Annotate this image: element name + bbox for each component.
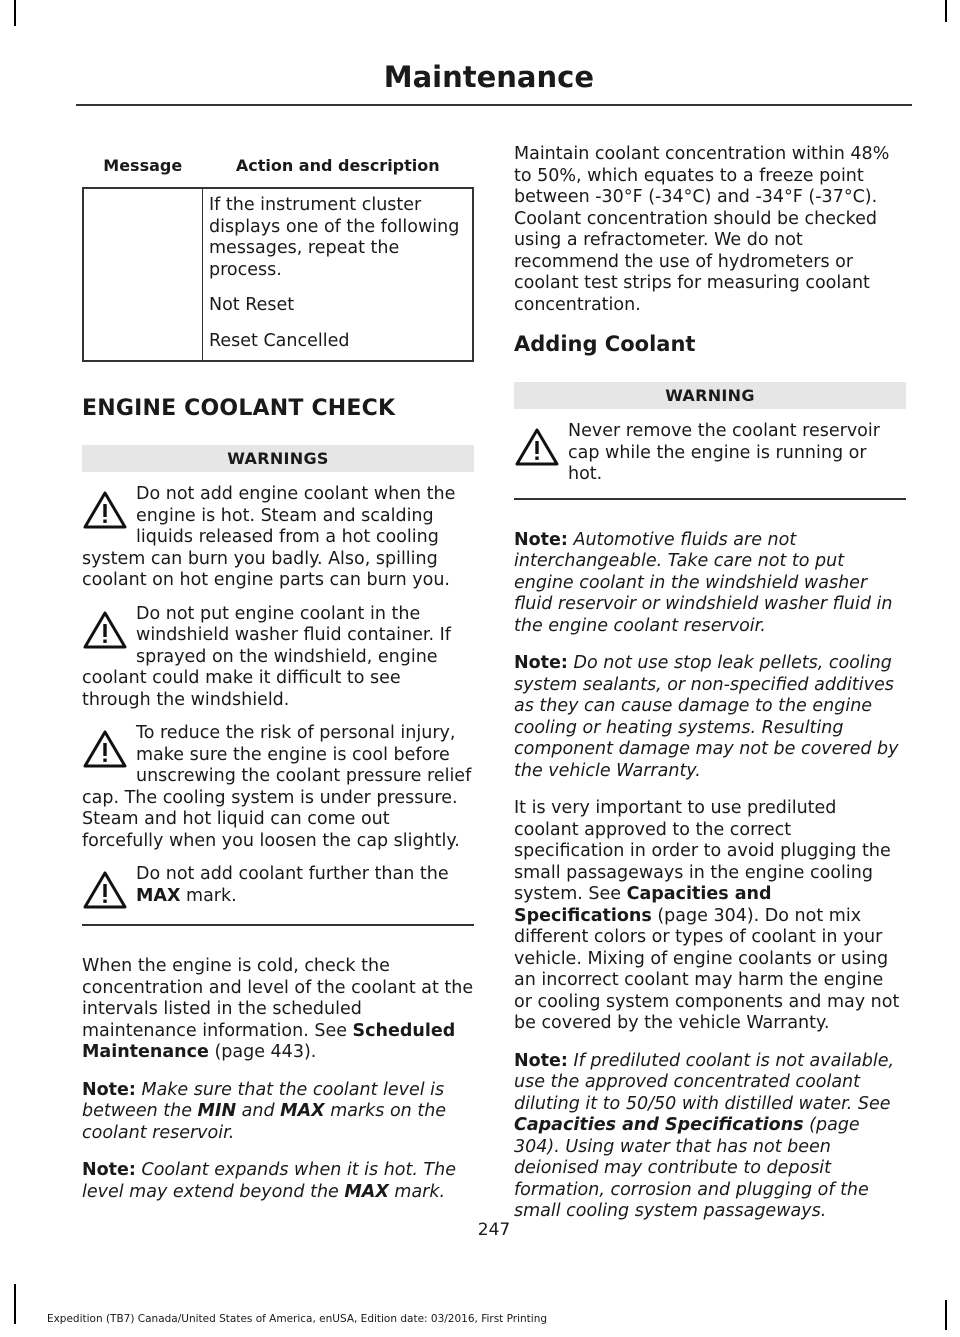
right-column <box>514 144 906 1239</box>
warning-item <box>514 421 906 486</box>
text-part: Do not use stop leak pellets, cooling system sealants, or non-specified additives as they can cause damage to the engine cooling or heating systems. Resulting component damage may not be covered by the vehicle Warranty. <box>514 653 899 781</box>
left-column <box>82 144 474 1219</box>
max-mark: MAX <box>344 1181 389 1202</box>
crop-mark-top-left <box>14 0 16 26</box>
note-label: Note: <box>514 529 568 550</box>
body-paragraph <box>82 956 474 1064</box>
note-paragraph <box>82 1080 474 1145</box>
warnings-banner: WARNINGS <box>82 445 474 472</box>
text-part: Automotive fluids are not interchangeable. Take care not to put engine coolant in the windshield washer fluid reservoir or windshield washer fluid in the engine coolant reservoir. <box>514 529 893 636</box>
page-number: 247 <box>477 1220 511 1240</box>
warning-item <box>82 604 474 712</box>
message-table <box>82 144 474 362</box>
subsection-title: Adding Coolant <box>514 332 696 356</box>
warning-text-part: Do not add coolant further than the <box>136 864 449 884</box>
crop-mark-top-right <box>945 0 947 22</box>
text-part: Make sure that the coolant level is between the <box>82 1079 445 1121</box>
warning-triangle-icon <box>82 490 128 530</box>
warning-item <box>82 723 474 852</box>
warning-end-divider <box>514 498 906 500</box>
max-mark: MAX <box>136 885 181 906</box>
warning-text-part: mark. <box>180 885 237 906</box>
text-part: and <box>236 1101 281 1121</box>
warning-text: Do not put engine coolant in the windshield washer fluid container. If sprayed on the windshield, engine coolant could make it difficult to see through the windshield. <box>82 603 451 710</box>
table-header-action: Action and description <box>203 144 474 188</box>
note-paragraph <box>514 653 906 782</box>
cross-reference-scheduled-maintenance[interactable]: Scheduled Maintenance <box>82 1020 456 1062</box>
table-row-intro: If the instrument cluster displays one of the following messages, repeat the process. <box>209 195 460 280</box>
header-divider <box>76 104 912 106</box>
text-part: It is very important to use prediluted coolant approved to the correct specification in order to avoid plugging the small passageways in the engine cooling system. See <box>514 798 891 904</box>
body-paragraph <box>514 798 906 1035</box>
text-part: mark. <box>388 1181 446 1202</box>
text-part: If prediluted coolant is not available, use the approved concentrated coolant diluting it to 50/50 with distilled water. See <box>514 1050 895 1114</box>
cross-reference-capacities-specifications[interactable]: Capacities and Specifications <box>514 1115 804 1135</box>
warning-text: To reduce the risk of personal injury, make sure the engine is cool before unscrewing the coolant pressure relief cap. The cooling system is under pressure. Steam and hot liquid can come out forcefully when you loosen the cap slightly. <box>82 723 472 851</box>
max-mark: MAX <box>280 1101 325 1121</box>
table-cell-message <box>83 188 203 361</box>
warning-triangle-icon <box>514 427 560 467</box>
table-row-message-reset-cancelled: Reset Cancelled <box>209 330 350 351</box>
warning-item <box>82 484 474 592</box>
text-part: (page 304). Do not mix different colors or types of coolant in your vehicle. Mixing of engine coolants or using an incorrect coolant may harm the engine or cooling system components and may not be covered by the vehicle Warranty. <box>514 905 900 1033</box>
crop-mark-bottom-right <box>945 1300 947 1330</box>
note-paragraph <box>514 530 906 638</box>
warning-triangle-icon <box>82 729 128 769</box>
note-paragraph <box>82 1160 474 1203</box>
body-paragraph: Maintain coolant concentration within 48% to 50%, which equates to a freeze point between -30°F (-34°C) and -34°F (-37°C). Coolant concentration should be checked using a refractometer. We do not recommend the use of hydrometers or coolant test strips for measuring coolant concentration. <box>514 144 890 315</box>
note-paragraph <box>514 1051 906 1223</box>
note-label: Note: <box>514 1050 568 1071</box>
warning-item <box>82 864 474 912</box>
text-part: (page 443). <box>208 1042 317 1062</box>
warnings-end-divider <box>82 924 474 926</box>
min-mark: MIN <box>197 1101 237 1121</box>
text-part: When the engine is cold, check the concentration and level of the coolant at the intervals listed in the scheduled maintenance information. See <box>82 956 474 1041</box>
warning-triangle-icon <box>82 610 128 650</box>
note-label: Note: <box>514 653 568 673</box>
note-label: Note: <box>82 1160 136 1180</box>
section-title: ENGINE COOLANT CHECK <box>82 396 396 421</box>
cross-reference-capacities-specifications[interactable]: Capacities and Specifications <box>514 884 772 926</box>
warning-triangle-icon <box>82 870 128 910</box>
warning-text: Never remove the coolant reservoir cap while the engine is running or hot. <box>568 421 880 484</box>
page-title: Maintenance <box>383 60 594 94</box>
table-cell-action <box>203 188 474 361</box>
text-part: Coolant expands when it is hot. The level may extend beyond the <box>82 1160 457 1202</box>
warning-text: Do not add engine coolant when the engine is hot. Steam and scalding liquids released from a hot cooling system can burn you badly. Also, spilling coolant on hot engine parts can burn you. <box>82 484 456 590</box>
table-row-message-not-reset: Not Reset <box>209 295 295 315</box>
warning-text <box>136 864 449 906</box>
text-part: (page 304). Using water that has not been deionised may contribute to deposit formation, corrosion and plugging of the small cooling system passageways. <box>514 1115 869 1221</box>
text-part: marks on the coolant reservoir. <box>82 1101 447 1143</box>
table-row <box>83 188 473 361</box>
page-footer: Expedition (TB7) Canada/United States of America, enUSA, Edition date: 03/2016, First Printing <box>46 1313 548 1325</box>
note-label: Note: <box>82 1079 136 1100</box>
warning-banner: WARNING <box>514 382 906 409</box>
table-header-message: Message <box>83 144 203 188</box>
